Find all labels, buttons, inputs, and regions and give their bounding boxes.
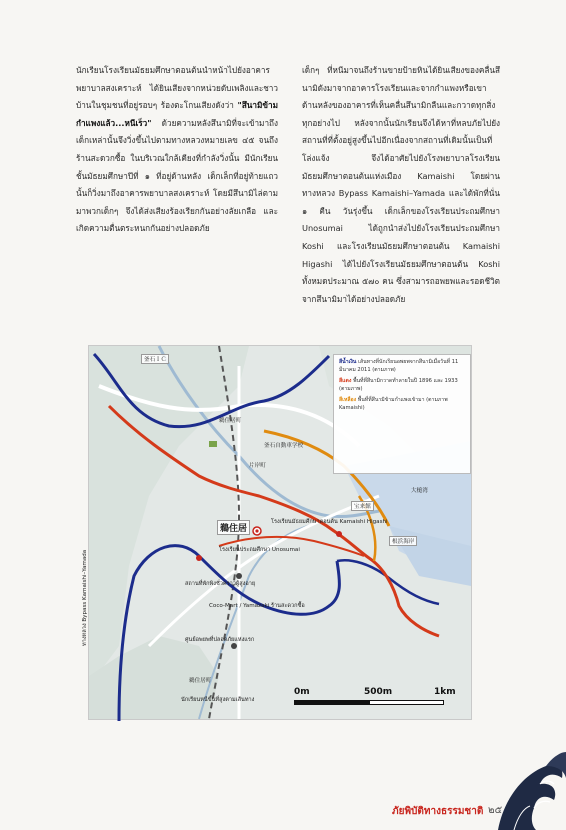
map-label-nebama: 根浜海岸 — [389, 536, 417, 546]
legend-orange-title: สีเหลือง — [339, 397, 357, 404]
scale-segment-2 — [369, 700, 444, 705]
legend-red — [339, 378, 465, 393]
left-continuation: ด้วยความหลังสึนามิที่จะเข้ามาถึงเด็กเหล่านั้นจึงวิ่งขึ้นไปตามทางหลวงหมายเลข ๔๕ จนถึงร้านสะดวกซื้อ ในบริเวณใกล้เคียงที่กำลังวิ่งนั้น มีนักเรียนชั้นมัธยมศึกษาปีที่ ๑ ที่อยู่ด้านหลัง เด็กเล็กที่อยู่ท้ายแถวนั้นก็วิ่งมาถึงอาคารพยาบาลสงเคราะห์ โดยมีสึนามิไล่ตามมาพวกเด็กๆ จึงได้ส่งเสียงร้องเรียกกันอย่างลัยเกลือ และเกิดความตื่นตระหนกกันอย่างปลอดภัย — [76, 117, 278, 234]
scale-end: 1km — [434, 687, 456, 697]
scale-segment-1 — [294, 700, 369, 705]
map-label-ic: 釜石ＩＣ — [141, 354, 169, 364]
page-number: ๒๕ — [488, 805, 503, 816]
map-label-horaikan: 宝来館 — [351, 501, 374, 511]
map-label-station: 鵜住居 — [217, 520, 250, 535]
article-left-column — [76, 62, 278, 238]
map-label-care-facility: สถานที่พักพิงชั่วคราวผู้สูงอายุ — [185, 581, 256, 587]
legend-red-title: สีแดง — [339, 378, 352, 385]
map-label-footer-town: 鵜住居町 — [189, 678, 212, 684]
map-label-bypass: ทางหลวง Bypass Kamaishi–Yamada — [82, 549, 88, 646]
map-legend — [333, 354, 471, 474]
wave-illustration-icon — [494, 738, 566, 830]
legend-blue-title: สีน้ำเงิน — [339, 359, 357, 365]
left-paragraph: นักเรียนโรงเรียนมัธยมศึกษาตอนต้นนำหน้าไปยังอาคารพยาบาลสงเคราะห์ ได้ยินเสียงจากหน่วยดับเพลิงและชาวบ้านในชุมชนที่อยู่รอบๆ ร้องตะโกนเสียงดังว่า — [76, 65, 278, 111]
map-label-town: 鵜住居町 — [219, 418, 242, 424]
article-right-column — [302, 62, 500, 308]
map-label-bottom-note: นักเรียนหนีขึ้นที่สูงตามเส้นทาง — [181, 697, 255, 703]
map-label-driving-school: 釜石自動車学校 — [264, 443, 304, 449]
map-label-katagishi: 片岸町 — [249, 463, 266, 469]
scale-zero: 0m — [294, 687, 310, 697]
map-scale-bar — [294, 688, 462, 708]
legend-red-text: พื้นที่ที่สึนามิกวาดทำลายในปี 1896 และ 1933 (ตามภาพ) — [339, 378, 458, 392]
scale-mid: 500m — [364, 687, 393, 697]
legend-blue — [339, 359, 465, 374]
map-label-bay: 大槌湾 — [411, 488, 428, 494]
legend-orange-text: พื้นที่ที่สึนามิข้ามกำแพงเข้ามา (ตามภาพ Kamaishi) — [339, 397, 448, 411]
evacuation-map — [82, 345, 472, 720]
left-emphasis-quote: "สึนามิข้ามกำแพงแล้ว...หนีเร็ว" — [76, 100, 278, 128]
map-label-convenience-store: Coco-Mart / Yamazaki ร้านสะดวกซื้อ — [209, 603, 305, 609]
legend-blue-text: เส้นทางที่นักเรียนอพยพจากสึนามิเมื่อวันที่ 11 มีนาคม 2011 (ตามภาพ) — [339, 359, 459, 373]
section-title: ภัยพิบัติทางธรรมชาติ — [392, 806, 484, 817]
map-label-unosumai-es: โรงเรียนประถมศึกษา Unosumai — [219, 547, 300, 553]
legend-orange — [339, 397, 465, 412]
right-paragraph: เด็กๆ ที่หนีมาจนถึงร้านขายป้ายหินได้ยินเสียงของคลื่นสึนามิดังมาจากอาคารโรงเรียนและจากกำแพงหรือเขาด้านหลังของอาคารที่เห็นคลื่นสึนามิกลืนและกวาดทุกสิ่งทุกอย่างไป หลังจากนั้นนักเรียนจึงได้หาที่หลบภัยไปยังสถานที่ที่ตั้งอยู่สูงขึ้นไปอีกเนื่องจากสถานที่เดิมนั้นเป็นที่โล่งแจ้ง จึงได้อาศัยไปยังโรงพยาบาลโรงเรียนมัธยมศึกษาตอนต้นแห่งเมือง Kamaishi โดยผ่านทางหลวง Bypass Kamaishi–Yamada และได้พักที่นั่น ๑ คืน วันรุ่งขึ้น เด็กเล็กของโรงเรียนประถมศึกษา Unosumai ได้ถูกนำส่งไปยังโรงเรียนประถมศึกษา Koshi และโรงเรียนมัธยมศึกษาตอนต้น Kamaishi Higashi ได้ไปยังโรงเรียนมัธยมศึกษาตอนต้น Koshi ทั้งหมดประมาณ ๕๗๐ คน ซึ่งสามารถอพยพและรอดชีวิตจากสึนามิมาได้อย่างปลอดภัย — [302, 65, 500, 304]
map-label-jhs-higashi: โรงเรียนมัธยมศึกษาตอนต้น Kamaishi Higashi — [271, 519, 388, 525]
map-label-first-shelter: ศูนย์อพยพที่ปลอดภัยแห่งแรก — [185, 637, 255, 643]
